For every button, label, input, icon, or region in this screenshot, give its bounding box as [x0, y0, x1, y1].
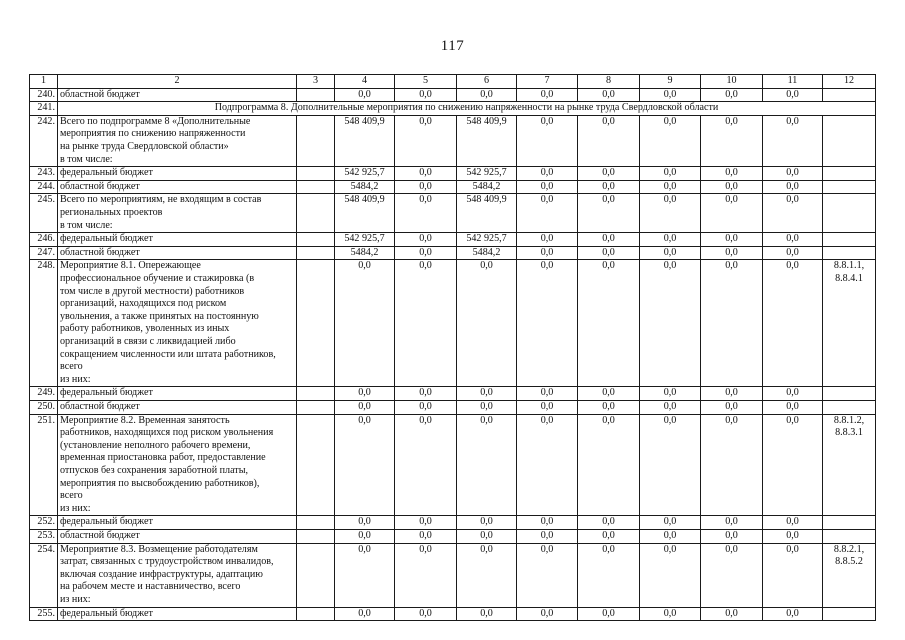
program-code-cell: [823, 88, 876, 102]
value-cell: 0,0: [517, 88, 578, 102]
value-cell: 0,0: [395, 180, 457, 194]
value-cell: 0,0: [457, 607, 517, 621]
program-code-cell: [823, 246, 876, 260]
table-row: [30, 180, 876, 194]
subprogram-title: Подпрограмма 8. Дополнительные мероприятия по снижению напряженности на рынке труда Свердловской области: [58, 102, 876, 116]
value-cell: 0,0: [517, 516, 578, 530]
value-cell: 0,0: [395, 233, 457, 247]
value-cell: 0,0: [395, 529, 457, 543]
program-code-cell: 8.8.1.1, 8.8.4.1: [823, 260, 876, 387]
row-name: федеральный бюджет: [58, 516, 297, 530]
value-cell: 0,0: [395, 607, 457, 621]
value-cell: 0,0: [517, 167, 578, 181]
value-cell: 0,0: [517, 387, 578, 401]
table-row: [30, 260, 876, 387]
col3-cell: [297, 543, 335, 607]
value-cell: 0,0: [640, 607, 701, 621]
table-row: [30, 88, 876, 102]
value-cell: 0,0: [335, 400, 395, 414]
program-code-cell: [823, 400, 876, 414]
header-cell-1: 1: [30, 75, 58, 89]
value-cell: 0,0: [395, 246, 457, 260]
row-name: областной бюджет: [58, 88, 297, 102]
page-number: 117: [440, 38, 465, 54]
value-cell: 0,0: [335, 607, 395, 621]
program-code-cell: [823, 529, 876, 543]
value-cell: 0,0: [701, 400, 763, 414]
value-cell: 0,0: [578, 167, 640, 181]
table-row: [30, 167, 876, 181]
row-number: 249.: [30, 387, 58, 401]
header-cell-3: 3: [297, 75, 335, 89]
row-number: 248.: [30, 260, 58, 387]
value-cell: 0,0: [335, 88, 395, 102]
table-row: [30, 102, 876, 116]
table-row: [30, 400, 876, 414]
value-cell: 0,0: [395, 88, 457, 102]
col3-cell: [297, 167, 335, 181]
value-cell: 0,0: [395, 260, 457, 387]
value-cell: 0,0: [335, 529, 395, 543]
col3-cell: [297, 233, 335, 247]
budget-table: [29, 74, 876, 621]
value-cell: 0,0: [335, 543, 395, 607]
value-cell: 0,0: [640, 543, 701, 607]
value-cell: 0,0: [395, 400, 457, 414]
row-number: 241.: [30, 102, 58, 116]
value-cell: 0,0: [763, 167, 823, 181]
row-number: 252.: [30, 516, 58, 530]
value-cell: 0,0: [701, 414, 763, 516]
value-cell: 0,0: [457, 387, 517, 401]
value-cell: 5484,2: [335, 180, 395, 194]
row-number: 245.: [30, 194, 58, 233]
value-cell: 0,0: [640, 233, 701, 247]
value-cell: 0,0: [701, 387, 763, 401]
value-cell: 0,0: [517, 400, 578, 414]
program-code-cell: 8.8.1.2, 8.8.3.1: [823, 414, 876, 516]
header-cell-6: 6: [457, 75, 517, 89]
header-cell-10: 10: [701, 75, 763, 89]
row-name: Всего по подпрограмме 8 «Дополнительные мероприятия по снижению напряженности на рынке труда Свердловской области» в том числе:: [58, 115, 297, 166]
row-number: 247.: [30, 246, 58, 260]
value-cell: 0,0: [701, 529, 763, 543]
value-cell: 0,0: [701, 607, 763, 621]
value-cell: 0,0: [640, 414, 701, 516]
table-row: [30, 607, 876, 621]
table-row: [30, 387, 876, 401]
value-cell: 0,0: [640, 194, 701, 233]
value-cell: 0,0: [517, 607, 578, 621]
value-cell: 0,0: [763, 180, 823, 194]
program-code-cell: [823, 233, 876, 247]
value-cell: 0,0: [395, 115, 457, 166]
row-number: 254.: [30, 543, 58, 607]
value-cell: 0,0: [578, 607, 640, 621]
program-code-cell: [823, 115, 876, 166]
program-code-cell: [823, 607, 876, 621]
value-cell: 0,0: [640, 529, 701, 543]
value-cell: 0,0: [640, 180, 701, 194]
row-number: 243.: [30, 167, 58, 181]
value-cell: 0,0: [517, 529, 578, 543]
col3-cell: [297, 115, 335, 166]
value-cell: 0,0: [578, 88, 640, 102]
row-name: областной бюджет: [58, 180, 297, 194]
row-number: 250.: [30, 400, 58, 414]
table-row: [30, 233, 876, 247]
row-number: 246.: [30, 233, 58, 247]
value-cell: 0,0: [395, 414, 457, 516]
value-cell: 0,0: [640, 400, 701, 414]
value-cell: 0,0: [701, 260, 763, 387]
row-number: 242.: [30, 115, 58, 166]
value-cell: 0,0: [701, 115, 763, 166]
value-cell: 0,0: [578, 516, 640, 530]
row-name: областной бюджет: [58, 246, 297, 260]
value-cell: 0,0: [578, 400, 640, 414]
value-cell: 0,0: [517, 115, 578, 166]
value-cell: 548 409,9: [335, 115, 395, 166]
table-row: [30, 516, 876, 530]
value-cell: 542 925,7: [457, 233, 517, 247]
row-name: Всего по мероприятиям, не входящим в состав региональных проектов в том числе:: [58, 194, 297, 233]
value-cell: 5484,2: [457, 246, 517, 260]
value-cell: 0,0: [335, 516, 395, 530]
value-cell: 0,0: [763, 233, 823, 247]
value-cell: 548 409,9: [457, 115, 517, 166]
row-name: Мероприятие 8.1. Опережающее профессиональное обучение и стажировка (в том числе в другой местности) работников организаций, находящихся под риском увольнения, а также принятых на постоянную работу работников, уволенных из иных организаций в связи с ликвидацией либо сокращением численности или штата работников, всего из них:: [58, 260, 297, 387]
value-cell: 0,0: [640, 516, 701, 530]
col3-cell: [297, 387, 335, 401]
value-cell: 0,0: [517, 543, 578, 607]
col3-cell: [297, 246, 335, 260]
value-cell: 542 925,7: [335, 233, 395, 247]
row-number: 251.: [30, 414, 58, 516]
col3-cell: [297, 180, 335, 194]
value-cell: 0,0: [517, 246, 578, 260]
value-cell: 0,0: [457, 260, 517, 387]
value-cell: 0,0: [763, 260, 823, 387]
row-name: федеральный бюджет: [58, 233, 297, 247]
col3-cell: [297, 260, 335, 387]
row-name: федеральный бюджет: [58, 167, 297, 181]
value-cell: 0,0: [335, 387, 395, 401]
table-row: [30, 194, 876, 233]
value-cell: 0,0: [395, 516, 457, 530]
value-cell: 0,0: [578, 529, 640, 543]
value-cell: 0,0: [640, 260, 701, 387]
value-cell: 0,0: [701, 246, 763, 260]
value-cell: 0,0: [763, 516, 823, 530]
value-cell: 0,0: [701, 88, 763, 102]
value-cell: 0,0: [578, 115, 640, 166]
table-row: [30, 115, 876, 166]
row-number: 253.: [30, 529, 58, 543]
value-cell: 542 925,7: [335, 167, 395, 181]
col3-cell: [297, 529, 335, 543]
value-cell: 0,0: [335, 260, 395, 387]
value-cell: 5484,2: [457, 180, 517, 194]
value-cell: 0,0: [701, 233, 763, 247]
value-cell: 0,0: [763, 194, 823, 233]
header-cell-2: 2: [58, 75, 297, 89]
value-cell: 0,0: [578, 246, 640, 260]
col3-cell: [297, 88, 335, 102]
header-cell-8: 8: [578, 75, 640, 89]
header-cell-9: 9: [640, 75, 701, 89]
row-number: 240.: [30, 88, 58, 102]
table-row: [30, 246, 876, 260]
value-cell: 0,0: [578, 194, 640, 233]
value-cell: 0,0: [578, 260, 640, 387]
value-cell: 0,0: [701, 180, 763, 194]
value-cell: 548 409,9: [335, 194, 395, 233]
value-cell: 0,0: [395, 167, 457, 181]
value-cell: 542 925,7: [457, 167, 517, 181]
row-name: Мероприятие 8.3. Возмещение работодателям затрат, связанных с трудоустройством инвалидов, включая создание инфраструктуры, адаптацию на рабочем месте и наставничество, всего из них:: [58, 543, 297, 607]
row-name: федеральный бюджет: [58, 607, 297, 621]
value-cell: 0,0: [763, 88, 823, 102]
value-cell: 0,0: [457, 543, 517, 607]
value-cell: 0,0: [517, 194, 578, 233]
value-cell: 0,0: [701, 543, 763, 607]
value-cell: 0,0: [517, 260, 578, 387]
row-number: 255.: [30, 607, 58, 621]
col3-cell: [297, 414, 335, 516]
value-cell: 0,0: [763, 529, 823, 543]
value-cell: 0,0: [578, 414, 640, 516]
value-cell: 0,0: [457, 400, 517, 414]
header-cell-7: 7: [517, 75, 578, 89]
row-name: областной бюджет: [58, 400, 297, 414]
value-cell: 0,0: [395, 543, 457, 607]
col3-cell: [297, 400, 335, 414]
row-number: 244.: [30, 180, 58, 194]
row-name: федеральный бюджет: [58, 387, 297, 401]
value-cell: 0,0: [763, 414, 823, 516]
program-code-cell: [823, 387, 876, 401]
value-cell: 0,0: [578, 543, 640, 607]
value-cell: 0,0: [457, 516, 517, 530]
value-cell: 0,0: [517, 414, 578, 516]
value-cell: 0,0: [578, 180, 640, 194]
header-cell-11: 11: [763, 75, 823, 89]
value-cell: 5484,2: [335, 246, 395, 260]
value-cell: 0,0: [701, 167, 763, 181]
value-cell: 0,0: [763, 246, 823, 260]
program-code-cell: [823, 180, 876, 194]
header-cell-5: 5: [395, 75, 457, 89]
value-cell: 548 409,9: [457, 194, 517, 233]
table-row: [30, 414, 876, 516]
value-cell: 0,0: [517, 180, 578, 194]
header-cell-4: 4: [335, 75, 395, 89]
value-cell: 0,0: [395, 194, 457, 233]
value-cell: 0,0: [335, 414, 395, 516]
col3-cell: [297, 194, 335, 233]
table-row: [30, 529, 876, 543]
row-name: Мероприятие 8.2. Временная занятость работников, находящихся под риском увольнения (установление неполного рабочего времени, временная приостановка работ, предоставление отпусков без сохранения заработной платы, мероприятия по высвобождению работников), всего из них:: [58, 414, 297, 516]
value-cell: 0,0: [517, 233, 578, 247]
header-cell-12: 12: [823, 75, 876, 89]
program-code-cell: [823, 167, 876, 181]
col3-cell: [297, 607, 335, 621]
value-cell: 0,0: [701, 194, 763, 233]
program-code-cell: [823, 194, 876, 233]
value-cell: 0,0: [457, 529, 517, 543]
value-cell: 0,0: [640, 88, 701, 102]
value-cell: 0,0: [763, 387, 823, 401]
value-cell: 0,0: [640, 387, 701, 401]
value-cell: 0,0: [578, 387, 640, 401]
value-cell: 0,0: [763, 543, 823, 607]
header-row: [30, 75, 876, 89]
col3-cell: [297, 516, 335, 530]
value-cell: 0,0: [395, 387, 457, 401]
value-cell: 0,0: [578, 233, 640, 247]
value-cell: 0,0: [763, 400, 823, 414]
value-cell: 0,0: [457, 414, 517, 516]
table-row: [30, 543, 876, 607]
value-cell: 0,0: [701, 516, 763, 530]
value-cell: 0,0: [640, 246, 701, 260]
value-cell: 0,0: [763, 115, 823, 166]
value-cell: 0,0: [457, 88, 517, 102]
value-cell: 0,0: [640, 167, 701, 181]
program-code-cell: [823, 516, 876, 530]
value-cell: 0,0: [763, 607, 823, 621]
value-cell: 0,0: [640, 115, 701, 166]
row-name: областной бюджет: [58, 529, 297, 543]
program-code-cell: 8.8.2.1, 8.8.5.2: [823, 543, 876, 607]
